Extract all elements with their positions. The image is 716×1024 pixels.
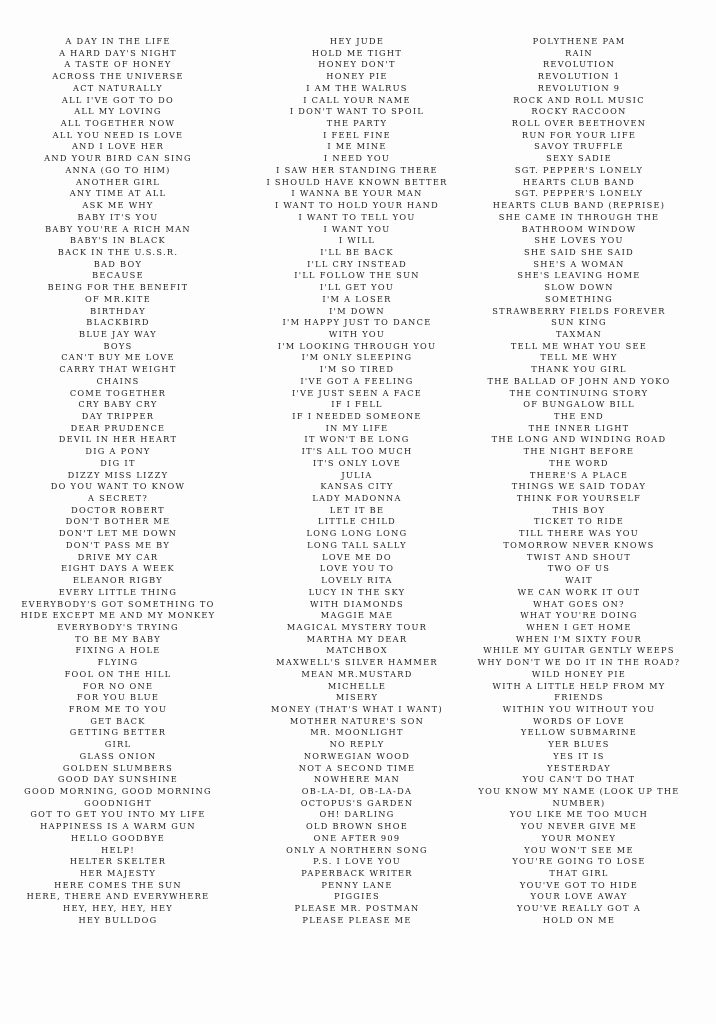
song-title: AND I LOVE HER — [71, 141, 165, 152]
song-title: IT WON'T BE LONG — [304, 434, 410, 445]
song-title: I WANNA BE YOUR MAN — [291, 188, 423, 199]
song-title: I WANT TO HOLD YOUR HAND — [275, 200, 439, 211]
song-title: YOU'VE REALLY GOT A — [516, 903, 642, 914]
song-title: BECAUSE — [92, 270, 144, 281]
song-title: MAGICAL MYSTERY TOUR — [286, 621, 428, 632]
song-title: MISERY — [335, 692, 379, 703]
song-title: HOLD ON ME — [542, 914, 616, 925]
song-title: GLASS ONION — [79, 750, 157, 761]
song-title: THANK YOU GIRL — [531, 364, 627, 375]
song-title: EIGHT DAYS A WEEK — [61, 563, 175, 574]
song-title: HONEY PIE — [326, 71, 388, 82]
song-title: FROM ME TO YOU — [68, 703, 168, 714]
song-title: THINK FOR YOURSELF — [516, 493, 642, 504]
song-title: I WILL — [338, 235, 376, 246]
song-title: A HARD DAY'S NIGHT — [59, 47, 177, 58]
song-title: SUN KING — [551, 317, 607, 328]
song-title: THERE'S A PLACE — [529, 469, 629, 480]
song-title: THIS BOY — [552, 504, 606, 515]
song-title: TICKET TO RIDE — [533, 516, 625, 527]
song-title: I'LL BE BACK — [320, 246, 394, 257]
song-title: OB-LA-DI, OB-LA-DA — [301, 786, 413, 796]
song-title: GETTING BETTER — [69, 727, 167, 738]
song-title: OF MR.KITE — [85, 293, 151, 304]
song-title: WILD HONEY PIE — [531, 668, 627, 679]
song-title: PIGGIES — [334, 891, 380, 902]
song-title: YELLOW SUBMARINE — [520, 727, 638, 738]
song-title: MOTHER NATURE'S SON — [289, 715, 425, 726]
song-title: FLYING — [97, 657, 139, 668]
song-title: TWO OF US — [547, 563, 611, 574]
song-title: I'M LOOKING THROUGH YOU — [277, 340, 437, 351]
song-title: LET IT BE — [329, 504, 385, 515]
song-title: GET BACK — [90, 715, 146, 726]
song-title: JULIA — [341, 469, 373, 480]
song-title: YOU CAN'T DO THAT — [522, 774, 636, 785]
song-title: SHE'S A WOMAN — [533, 258, 625, 269]
song-title: DEVIL IN HER HEART — [58, 434, 178, 445]
song-title: I AM THE WALRUS — [306, 82, 408, 93]
song-title: I'M A LOSER — [322, 293, 392, 304]
song-title: TO BE MY BABY — [75, 633, 161, 644]
song-title: SHE CAME IN THROUGH THE — [498, 211, 660, 222]
song-title: MICHELLE — [327, 680, 387, 691]
song-title: WHAT GOES ON? — [533, 598, 625, 609]
song-title: YESTERDAY — [547, 762, 611, 773]
song-title: WHAT YOU'RE DOING — [520, 610, 638, 621]
song-title: RUN FOR YOUR LIFE — [521, 129, 637, 140]
song-title: BLUE JAY WAY — [79, 328, 157, 339]
song-column-3 — [444, 36, 714, 927]
song-title: AND YOUR BIRD CAN SING — [44, 153, 192, 164]
song-title: YER BLUES — [548, 739, 610, 750]
song-title: HIDE EXCEPT ME AND MY MONKEY — [20, 610, 216, 621]
song-title: WITHIN YOU WITHOUT YOU — [502, 703, 656, 714]
song-title: GOODNIGHT — [84, 797, 152, 808]
song-title: I'M ONLY SLEEPING — [301, 352, 413, 363]
song-title: MEAN MR.MUSTARD — [301, 668, 413, 679]
song-title: WHY DON'T WE DO IT IN THE ROAD? — [477, 657, 681, 668]
song-title: THE NIGHT BEFORE — [523, 446, 635, 457]
song-title: SOMETHING — [545, 293, 613, 304]
song-title: BAD BOY — [93, 258, 143, 269]
song-title: ROLL OVER BEETHOVEN — [511, 118, 647, 129]
song-title: DIG IT — [100, 457, 136, 468]
song-title: I'LL CRY INSTEAD — [307, 258, 407, 269]
song-title: HEY BULLDOG — [78, 914, 158, 925]
song-title: I WANT TO TELL YOU — [298, 211, 416, 222]
song-title: I'VE JUST SEEN A FACE — [291, 387, 423, 398]
song-title: GOOD MORNING, GOOD MORNING — [24, 786, 212, 796]
song-title: HERE, THERE AND EVERYWHERE — [26, 891, 210, 902]
song-title: I'LL GET YOU — [319, 282, 395, 293]
song-title: DOCTOR ROBERT — [71, 504, 165, 515]
song-title: GIRL — [104, 739, 132, 750]
song-title: I ME MINE — [327, 141, 387, 152]
song-title: ALL MY LOVING — [74, 106, 162, 117]
song-title: HELTER SKELTER — [69, 856, 167, 867]
song-title: CHAINS — [96, 375, 140, 386]
song-title: BEING FOR THE BENEFIT — [47, 282, 189, 293]
song-title: THE INNER LIGHT — [528, 422, 630, 433]
song-title: ROCKY RACCOON — [531, 106, 627, 117]
song-title: LOVE ME DO — [322, 551, 392, 562]
song-column-2 — [241, 36, 473, 927]
song-title: OLD BROWN SHOE — [305, 821, 409, 832]
song-title: HEARTS CLUB BAND — [523, 176, 635, 187]
song-title: OCTOPUS'S GARDEN — [300, 797, 414, 808]
song-title: HERE COMES THE SUN — [54, 879, 182, 890]
song-title: OF BUNGALOW BILL — [523, 399, 635, 410]
song-title: HAPPINESS IS A WARM GUN — [40, 821, 196, 832]
song-title: I CALL YOUR NAME — [303, 94, 411, 105]
song-title: THE CONTINUING STORY — [509, 387, 649, 398]
song-title: DAY TRIPPER — [81, 411, 155, 421]
song-title: KANSAS CITY — [320, 481, 394, 492]
song-title: ANY TIME AT ALL — [69, 188, 167, 199]
song-title: WHEN I GET HOME — [526, 621, 632, 632]
song-title: EVERY LITTLE THING — [58, 586, 178, 597]
song-title: LITTLE CHILD — [317, 516, 396, 527]
song-title: LOVE YOU TO — [319, 563, 395, 574]
song-title: TWIST AND SHOUT — [526, 551, 632, 562]
song-title: PAPERBACK WRITER — [301, 868, 413, 879]
song-title: CRY BABY CRY — [78, 399, 158, 410]
song-title: NUMBER) — [552, 797, 606, 808]
song-title: OH! DARLING — [319, 809, 395, 820]
song-title: NOT A SECOND TIME — [298, 762, 416, 773]
song-title: I SHOULD HAVE KNOWN BETTER — [266, 176, 448, 187]
song-title: THE WORD — [549, 457, 609, 468]
song-title: ANOTHER GIRL — [75, 176, 161, 187]
song-title: ELEANOR RIGBY — [72, 575, 164, 586]
song-title: LADY MADONNA — [312, 493, 402, 504]
song-title: SAVOY TRUFFLE — [534, 141, 624, 152]
song-title: COME TOGETHER — [69, 387, 167, 398]
song-title: HEY, HEY, HEY, HEY — [63, 903, 173, 914]
song-title: REVOLUTION — [542, 59, 616, 70]
song-title: WE CAN WORK IT OUT — [517, 586, 641, 597]
song-title: PLEASE MR. POSTMAN — [294, 903, 420, 914]
song-title: HER MAJESTY — [79, 868, 157, 879]
song-title: WHILE MY GUITAR GENTLY WEEPS — [483, 645, 675, 656]
song-title: DIG A PONY — [85, 446, 151, 457]
song-title: HELLO GOODBYE — [71, 832, 165, 843]
song-title: SHE'S LEAVING HOME — [517, 270, 641, 281]
song-title: BLACKBIRD — [86, 317, 150, 328]
song-title: HONEY DON'T — [318, 59, 396, 70]
song-title: I FEEL FINE — [323, 129, 391, 140]
song-title: CAN'T BUY ME LOVE — [61, 352, 175, 363]
song-title: IN MY LIFE — [325, 422, 389, 433]
song-title: THE PARTY — [326, 118, 388, 129]
song-title: A DAY IN THE LIFE — [65, 36, 171, 46]
song-title: I'M HAPPY JUST TO DANCE — [282, 317, 432, 328]
song-title: IF I NEEDED SOMEONE — [292, 411, 422, 421]
song-title: GOOD DAY SUNSHINE — [57, 774, 179, 785]
song-title: THAT GIRL — [549, 868, 609, 879]
song-title: PENNY LANE — [321, 879, 393, 890]
song-column-1 — [2, 36, 234, 927]
song-title: THINGS WE SAID TODAY — [511, 481, 647, 492]
song-title: I WANT YOU — [323, 223, 391, 234]
song-title: YOU'VE GOT TO HIDE — [519, 879, 639, 890]
song-title: THE END — [554, 411, 604, 421]
song-title: THE BALLAD OF JOHN AND YOKO — [487, 375, 671, 386]
song-title: LONG LONG LONG — [306, 528, 408, 539]
song-title: I'M DOWN — [329, 305, 385, 316]
song-title: SHE LOVES YOU — [534, 235, 624, 246]
song-title: A TASTE OF HONEY — [64, 59, 172, 70]
song-title: I SAW HER STANDING THERE — [276, 164, 438, 175]
song-title: MATCHBOX — [326, 645, 388, 656]
song-title: ALL I'VE GOT TO DO — [61, 94, 175, 105]
song-title: BIRTHDAY — [90, 305, 146, 316]
song-title: IT'S ALL TOO MUCH — [301, 446, 413, 457]
song-title: BACK IN THE U.S.S.R. — [57, 246, 179, 257]
song-title: MARTHA MY DEAR — [306, 633, 408, 644]
song-title: WITH YOU — [328, 328, 386, 339]
song-title: EVERYBODY'S GOT SOMETHING TO — [21, 598, 215, 609]
song-title: WORDS OF LOVE — [533, 715, 625, 726]
song-title: ALL TOGETHER NOW — [60, 118, 176, 129]
song-title: DO YOU WANT TO KNOW — [50, 481, 186, 492]
song-title: MAXWELL'S SILVER HAMMER — [276, 657, 438, 668]
song-title: REVOLUTION 9 — [537, 82, 621, 93]
song-title: LOVELY RITA — [321, 575, 393, 586]
song-title: ONLY A NORTHERN SONG — [286, 844, 428, 855]
song-title: BABY YOU'RE A RICH MAN — [45, 223, 191, 234]
song-title: FRIENDS — [554, 692, 604, 703]
song-title: TELL ME WHY — [540, 352, 618, 363]
song-title: NO REPLY — [329, 739, 385, 750]
song-title: MR. MOONLIGHT — [310, 727, 404, 738]
song-title: GOLDEN SLUMBERS — [62, 762, 174, 773]
song-title: ACROSS THE UNIVERSE — [52, 71, 184, 82]
song-title: BABY IT'S YOU — [77, 211, 159, 222]
song-title: DON'T LET ME DOWN — [58, 528, 178, 539]
song-title: FOR NO ONE — [82, 680, 154, 691]
song-title: RAIN — [565, 47, 593, 58]
song-title: CARRY THAT WEIGHT — [59, 364, 177, 375]
song-title: YOU'RE GOING TO LOSE — [512, 856, 646, 867]
song-title: ASK ME WHY — [82, 200, 154, 211]
song-title: SGT. PEPPER'S LONELY — [514, 164, 644, 175]
song-title: SLOW DOWN — [544, 282, 614, 293]
song-title: NOWHERE MAN — [314, 774, 400, 785]
song-title: YOUR LOVE AWAY — [530, 891, 628, 902]
song-title: DIZZY MISS LIZZY — [67, 469, 169, 480]
song-title: HOLD ME TIGHT — [311, 47, 403, 58]
song-title: ONE AFTER 909 — [313, 832, 401, 843]
song-title: I NEED YOU — [323, 153, 391, 164]
song-title: DRIVE MY CAR — [77, 551, 159, 562]
song-title: I DON'T WANT TO SPOIL — [289, 106, 425, 117]
song-title: HEY JUDE — [329, 36, 385, 46]
song-title: WAIT — [565, 575, 593, 586]
song-title: WITH A LITTLE HELP FROM MY — [492, 680, 666, 691]
song-title: HELP! — [101, 844, 135, 855]
song-title: REVOLUTION 1 — [537, 71, 621, 82]
song-title: PLEASE PLEASE ME — [302, 914, 412, 925]
song-title: BATHROOM WINDOW — [521, 223, 637, 234]
song-title: A SECRET? — [87, 493, 149, 504]
song-title: BABY'S IN BLACK — [70, 235, 166, 246]
song-title: ACT NATURALLY — [73, 82, 163, 93]
song-title: ALL YOU NEED IS LOVE — [52, 129, 184, 140]
song-title: IF I FELL — [331, 399, 383, 410]
song-title: SEXY SADIE — [546, 153, 612, 164]
song-title: BOYS — [103, 340, 133, 351]
song-title: LUCY IN THE SKY — [308, 586, 406, 597]
song-title: P.S. I LOVE YOU — [313, 856, 401, 867]
song-title: SHE SAID SHE SAID — [524, 246, 634, 257]
song-title: YES IT IS — [553, 750, 605, 761]
song-title: ANNA (GO TO HIM) — [65, 164, 171, 175]
song-title: MAGGIE MAE — [320, 610, 394, 621]
song-title: ROCK AND ROLL MUSIC — [513, 94, 645, 105]
song-title: SGT. PEPPER'S LONELY — [514, 188, 644, 199]
song-title: FOR YOU BLUE — [76, 692, 160, 703]
song-title: YOU LIKE ME TOO MUCH — [509, 809, 649, 820]
song-title: TILL THERE WAS YOU — [518, 528, 640, 539]
song-title: YOU WON'T SEE ME — [524, 844, 634, 855]
song-title: GOT TO GET YOU INTO MY LIFE — [30, 809, 206, 820]
song-title: I'LL FOLLOW THE SUN — [294, 270, 420, 281]
song-title: TOMORROW NEVER KNOWS — [503, 539, 655, 550]
song-title: THE LONG AND WINDING ROAD — [491, 434, 667, 445]
song-title: I'M SO TIRED — [319, 364, 395, 375]
song-title: YOUR MONEY — [541, 832, 617, 843]
song-title: HEARTS CLUB BAND (REPRISE) — [492, 200, 666, 211]
song-title: WITH DIAMONDS — [310, 598, 404, 609]
song-title: YOU KNOW MY NAME (LOOK UP THE — [478, 786, 680, 796]
song-title: MONEY (THAT'S WHAT I WANT) — [271, 703, 443, 714]
song-title: POLYTHENE PAM — [532, 36, 626, 46]
song-title: TAXMAN — [555, 328, 602, 339]
song-title: I'VE GOT A FEELING — [300, 375, 414, 386]
song-title: FIXING A HOLE — [75, 645, 161, 656]
song-title: IT'S ONLY LOVE — [312, 457, 402, 468]
song-title: EVERYBODY'S TRYING — [57, 621, 179, 632]
song-title: DEAR PRUDENCE — [70, 422, 166, 433]
song-title: FOOL ON THE HILL — [64, 668, 172, 679]
song-title: DON'T BOTHER ME — [65, 516, 171, 527]
song-title: NORWEGIAN WOOD — [303, 750, 411, 761]
song-title: WHEN I'M SIXTY FOUR — [515, 633, 643, 644]
song-title: DON'T PASS ME BY — [65, 539, 171, 550]
song-title: LONG TALL SALLY — [307, 539, 407, 550]
song-title: YOU NEVER GIVE ME — [520, 821, 638, 832]
song-title: TELL ME WHAT YOU SEE — [510, 340, 648, 351]
song-title: STRAWBERRY FIELDS FOREVER — [492, 305, 666, 316]
